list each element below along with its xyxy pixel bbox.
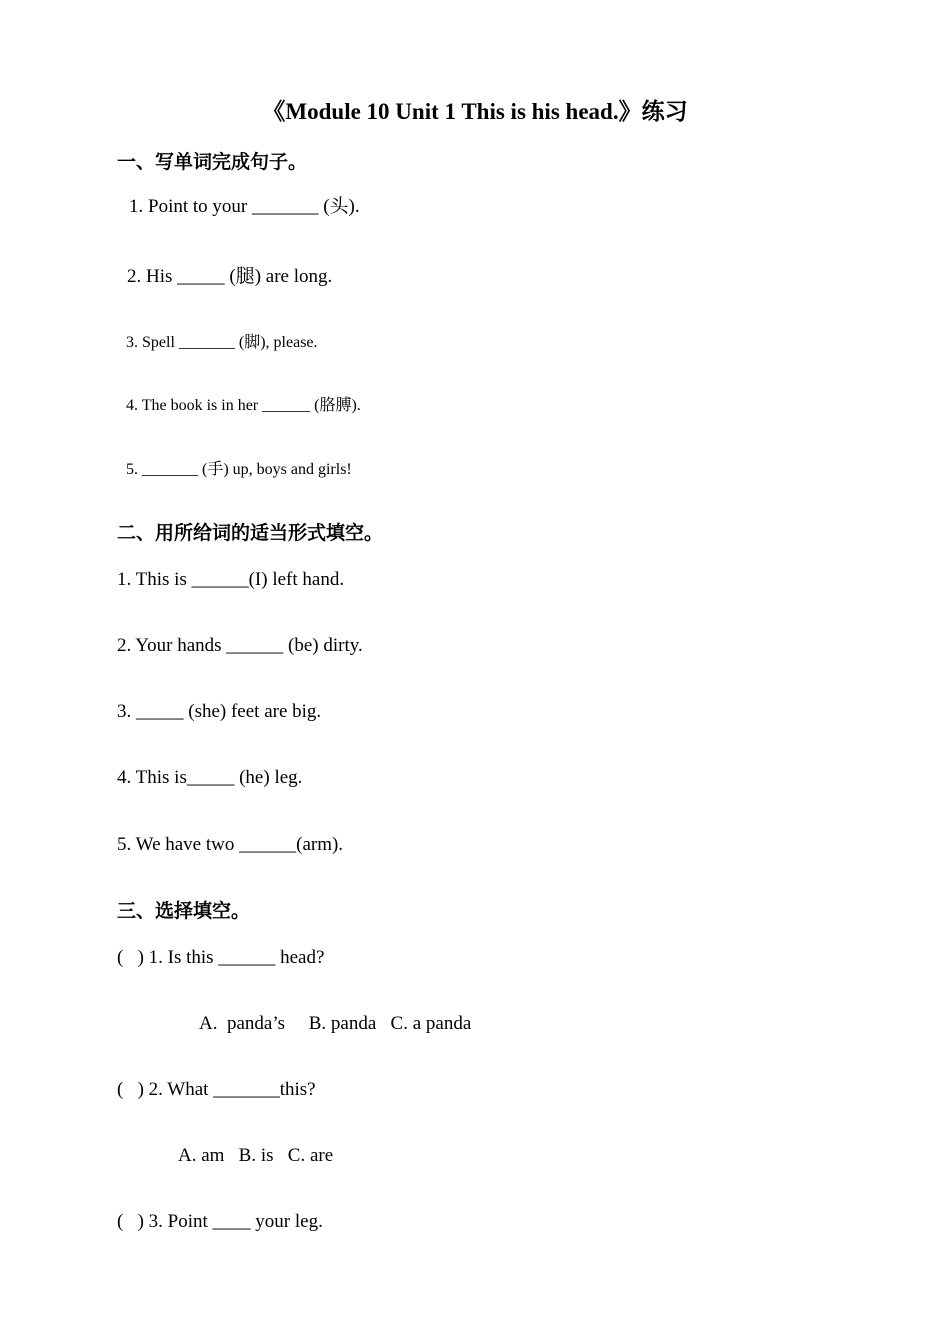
section-2-item-3: 3. _____ (she) feet are big.	[117, 701, 322, 722]
section-3-question-1: ( ) 1. Is this ______ head?	[117, 947, 325, 968]
section-2-heading: 二、用所给词的适当形式填空。	[117, 522, 384, 544]
section-1-item-5: 5. _______ (手) up, boys and girls!	[126, 461, 352, 478]
section-2-item-5: 5. We have two ______(arm).	[117, 834, 344, 855]
section-3-question-1-options: A. panda’s B. panda C. a panda	[199, 1013, 472, 1034]
section-3-question-2: ( ) 2. What _______this?	[117, 1079, 316, 1100]
section-3-question-3: ( ) 3. Point ____ your leg.	[117, 1211, 323, 1232]
section-1-item-2: 2. His _____ (腿) are long.	[127, 266, 333, 287]
section-2-item-1: 1. This is ______(I) left hand.	[117, 569, 345, 590]
section-1-item-3: 3. Spell _______ (脚), please.	[126, 334, 318, 351]
section-2-item-4: 4. This is_____ (he) leg.	[117, 767, 303, 788]
section-1-item-4: 4. The book is in her ______ (胳膊).	[126, 397, 361, 414]
section-2-item-2: 2. Your hands ______ (be) dirty.	[117, 635, 363, 656]
section-3-question-2-options: A. am B. is C. are	[178, 1145, 334, 1166]
section-1-item-1: 1. Point to your _______ (头).	[129, 196, 360, 217]
page-title: 《Module 10 Unit 1 This is his head.》练习	[262, 99, 688, 124]
section-1-heading: 一、写单词完成句子。	[117, 151, 308, 173]
section-3-heading: 三、选择填空。	[117, 900, 251, 922]
